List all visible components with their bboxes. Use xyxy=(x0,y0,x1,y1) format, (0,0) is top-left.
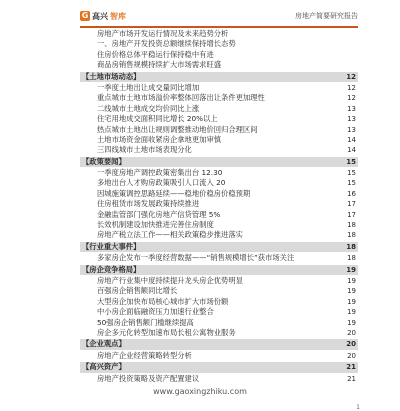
logo-mark-icon: G xyxy=(81,11,89,20)
toc-entry-title: 二线城市土地成交均价同比上涨 xyxy=(97,103,200,113)
toc-entry-title: 【土地市场动态】 xyxy=(82,71,141,81)
toc-entry-page: 19 xyxy=(347,287,356,296)
toc-entry[interactable] xyxy=(80,125,358,135)
toc-entry-page: 14 xyxy=(347,135,356,144)
toc-entry-title: 住宅用地成交面积同比增长 20%以上 xyxy=(97,114,218,124)
toc-entry-title: 金融监管部门强化房地产信贷管理 5% xyxy=(97,209,221,219)
toc-entry[interactable] xyxy=(80,307,358,317)
toc-entry-page: 13 xyxy=(347,125,356,134)
toc-entry[interactable] xyxy=(80,374,358,384)
toc-entry[interactable] xyxy=(80,29,358,39)
toc-entry[interactable] xyxy=(80,253,358,263)
toc-entry-title: 房地产行业集中度持续提升龙头房企优势明显 xyxy=(97,275,243,285)
toc-entry[interactable] xyxy=(80,93,358,103)
table-of-contents xyxy=(80,29,358,384)
toc-entry[interactable] xyxy=(80,210,358,220)
toc-entry-title: 长效机制建设加快推进完善住房制度 xyxy=(97,220,214,230)
toc-entry[interactable] xyxy=(80,114,358,124)
toc-entry[interactable] xyxy=(80,286,358,296)
brand-logo xyxy=(80,10,126,22)
logo-accent-text: 智库 xyxy=(110,11,126,21)
toc-entry-title: 【行业重大事件】 xyxy=(82,241,141,251)
toc-entry-title: 土地市场资金面收紧房企拿地更加审慎 xyxy=(97,134,222,144)
toc-entry-title: 房地产投资策略及资产配置建议 xyxy=(97,373,200,383)
toc-entry-title: 【房企竞争格局】 xyxy=(82,264,141,274)
toc-section-heading[interactable] xyxy=(80,362,358,372)
toc-entry[interactable] xyxy=(80,220,358,230)
toc-entry-page: 18 xyxy=(347,254,356,263)
toc-entry[interactable] xyxy=(80,178,358,188)
toc-entry-title: 【高兴资产】 xyxy=(82,362,126,372)
toc-entry-page: 20 xyxy=(347,328,356,337)
toc-entry-title: 50强房企销售额门槛继续提高 xyxy=(97,317,194,327)
toc-entry-title: 【企业观点】 xyxy=(82,339,126,349)
toc-entry-title: 热点城市土地出让规则调整推动地价回归合理区间 xyxy=(97,124,258,134)
toc-entry-page: 15 xyxy=(347,179,356,188)
toc-entry-page: 16 xyxy=(347,189,356,198)
toc-entry-page: 19 xyxy=(347,276,356,285)
toc-entry-title: 多家房企发布一季度经营数据——“销售规模增长”获市场关注 xyxy=(97,253,295,263)
toc-entry-page: 13 xyxy=(347,104,356,113)
toc-section-heading[interactable] xyxy=(80,339,358,349)
toc-entry-page: 12 xyxy=(346,72,356,81)
toc-entry-title: 商品房销售规模持续扩大市场需求旺盛 xyxy=(97,60,222,70)
toc-entry-page: 13 xyxy=(347,115,356,124)
toc-entry-title: 一、房地产开发投资总额继续保持增长态势 xyxy=(97,39,236,49)
toc-entry-page: 12 xyxy=(347,83,356,92)
toc-entry-title: 住房价格总体平稳运行保持稳中有进 xyxy=(97,49,214,59)
toc-entry-page: 18 xyxy=(346,242,356,251)
toc-entry[interactable] xyxy=(80,135,358,145)
toc-section-heading[interactable] xyxy=(80,72,358,82)
toc-entry-title: 中小房企面临融资压力加速行业整合 xyxy=(97,307,214,317)
toc-entry-page: 19 xyxy=(347,297,356,306)
toc-entry[interactable] xyxy=(80,60,358,70)
toc-entry-title: 一季度土地出让成交量同比增加 xyxy=(97,82,200,92)
toc-entry-page: 21 xyxy=(347,374,356,383)
toc-entry-title: 大型房企加快布局核心城市扩大市场份额 xyxy=(97,296,229,306)
toc-entry-page: 18 xyxy=(347,221,356,230)
toc-entry-title: 住房租赁市场发展政策持续推进 xyxy=(97,199,200,209)
toc-entry-page: 19 xyxy=(347,318,356,327)
toc-entry-page: 19 xyxy=(346,265,356,274)
toc-entry-title: 一季度房地产调控政策密集出台 12.30 xyxy=(97,168,223,178)
header-title: 房地产简要研究报告 xyxy=(295,12,358,20)
toc-section-heading[interactable] xyxy=(80,242,358,252)
toc-entry-page: 21 xyxy=(346,363,356,372)
toc-entry-title: 多地出台人才购房政策吸引人口流入 20 xyxy=(97,178,226,188)
toc-entry-page: 20 xyxy=(346,340,356,349)
toc-entry-page: 14 xyxy=(347,146,356,155)
toc-entry-title: 房地产市场开发运行情况及未来趋势分析 xyxy=(97,29,229,38)
toc-entry-title: 房企多元化转型加速布局长租公寓物业服务 xyxy=(97,327,236,337)
toc-entry-title: 房地产企业经营策略转型分析 xyxy=(97,350,192,360)
toc-entry-page: 12 xyxy=(347,94,356,103)
toc-entry[interactable] xyxy=(80,351,358,361)
toc-section-heading[interactable] xyxy=(80,157,358,167)
toc-entry-page: 15 xyxy=(347,169,356,178)
toc-entry[interactable] xyxy=(80,39,358,49)
toc-entry-title: 房地产税立法工作——相关政策稳步推进落实 xyxy=(97,230,243,240)
toc-entry[interactable] xyxy=(80,189,358,199)
toc-entry-title: 重点城市土地市场溢价率整体回落出让条件更加理性 xyxy=(97,93,265,103)
toc-entry[interactable] xyxy=(80,168,358,178)
toc-entry-page: 17 xyxy=(347,200,356,209)
toc-entry-page: 15 xyxy=(346,157,356,166)
toc-section-heading[interactable] xyxy=(80,265,358,275)
page-header xyxy=(80,10,358,28)
page-number: 1 xyxy=(356,404,360,411)
footer-website: www.gaoxingzhiku.com xyxy=(153,387,247,396)
toc-entry-title: 百强房企销售额同比增长 xyxy=(97,286,178,296)
toc-entry[interactable] xyxy=(80,199,358,209)
toc-entry[interactable] xyxy=(80,230,358,240)
toc-entry[interactable] xyxy=(80,297,358,307)
toc-entry-page: 20 xyxy=(347,351,356,360)
toc-entry[interactable] xyxy=(80,50,358,60)
toc-entry[interactable] xyxy=(80,318,358,328)
toc-entry-title: 因城施策调控思路延续——稳地价稳房价稳预期 xyxy=(97,188,251,198)
toc-entry[interactable] xyxy=(80,104,358,114)
toc-entry-page: 19 xyxy=(347,308,356,317)
logo-text: 高兴 xyxy=(92,11,108,21)
toc-entry[interactable] xyxy=(80,83,358,93)
toc-entry-page: 17 xyxy=(347,210,356,219)
toc-entry[interactable] xyxy=(80,328,358,338)
toc-entry[interactable] xyxy=(80,145,358,155)
toc-entry-title: 【政策要闻】 xyxy=(82,156,126,166)
toc-entry[interactable] xyxy=(80,276,358,286)
toc-entry-page: 18 xyxy=(347,231,356,240)
toc-entry-title: 三四线城市土地市场表现分化 xyxy=(97,145,192,155)
